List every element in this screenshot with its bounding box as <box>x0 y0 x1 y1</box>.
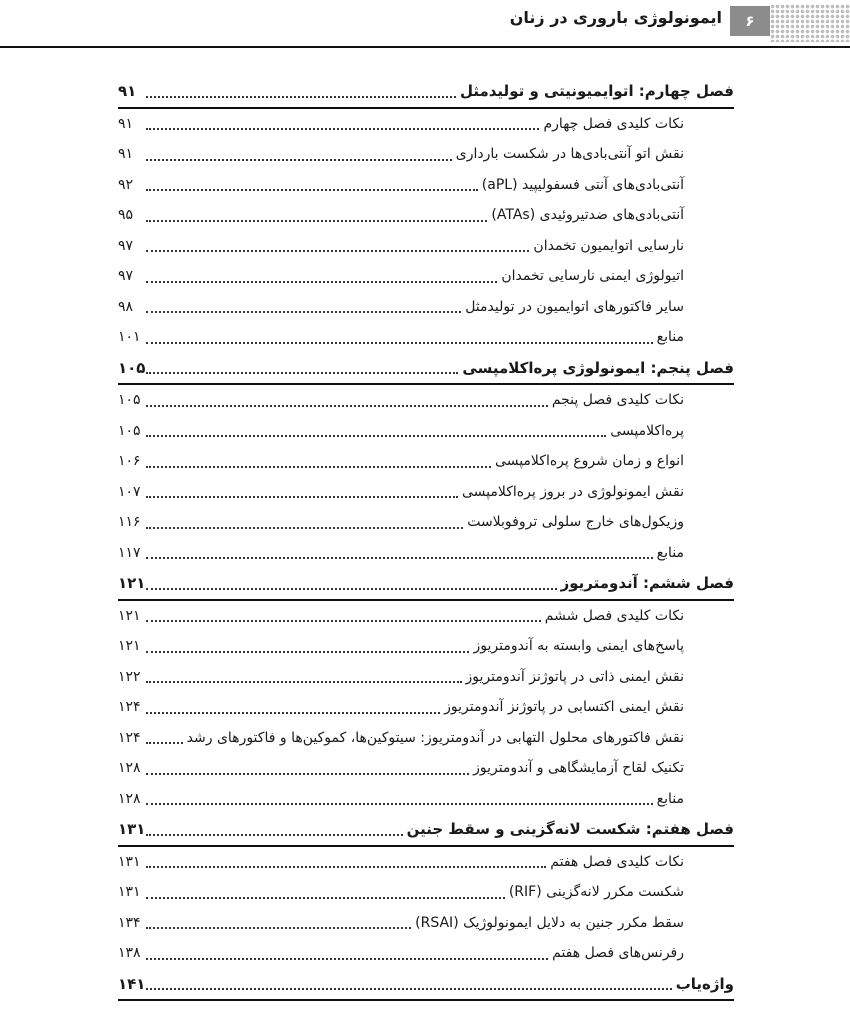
entry-title: منابع <box>656 790 684 807</box>
entry-title: انواع و زمان شروع پره‌اکلامپسی <box>495 453 684 469</box>
dot-leader <box>146 311 461 313</box>
toc-entry-row <box>118 322 734 353</box>
page-ref: ۱۲۱ <box>118 607 141 624</box>
dot-leader <box>146 620 541 622</box>
entry-title: نکات کلیدی فصل چهارم <box>543 115 684 132</box>
dot-leader <box>146 281 497 283</box>
toc-entry-row <box>118 446 734 477</box>
toc-entry-row <box>118 231 734 262</box>
toc-entry-row <box>118 723 734 754</box>
table-of-contents <box>118 76 734 1001</box>
toc-entry-row <box>118 139 734 170</box>
entry-title: منابع <box>656 329 684 345</box>
dot-leader <box>146 250 529 252</box>
toc-chapter-row <box>118 76 734 109</box>
page-ref: ۹۷ <box>118 268 134 284</box>
toc-entry-row <box>118 601 734 632</box>
chapter-title: فصل پنجم: ایمونولوژی پره‌اکلامپسی <box>462 358 734 377</box>
page-ref: ۱۰۵ <box>118 422 141 439</box>
toc-entry-row <box>118 784 734 815</box>
page-ref: ۱۲۱ <box>118 638 141 654</box>
dot-pattern-decoration <box>770 4 850 42</box>
dot-leader <box>146 128 539 130</box>
entry-title: سایر فاکتورهای اتوایمیون در تولیدمثل <box>465 298 684 315</box>
dot-leader <box>146 958 548 960</box>
page-ref: ۹۷ <box>118 237 134 254</box>
page-ref: ۱۳۱ <box>118 884 141 900</box>
toc-entry-row <box>118 385 734 416</box>
toc-entry-row <box>118 631 734 662</box>
dot-leader <box>146 897 505 899</box>
dot-leader <box>146 405 548 407</box>
entry-title: نقش ایمونولوژی در بروز پره‌اکلامپسی <box>462 483 684 500</box>
dot-leader <box>146 927 411 929</box>
page-ref: ۱۴۱ <box>118 974 146 993</box>
page-ref: ۱۳۸ <box>118 945 141 961</box>
dot-leader <box>146 681 462 683</box>
dot-leader <box>146 159 452 161</box>
entry-title: نقش فاکتورهای محلول التهابی در آندومتریوز: سیتوکین‌ها، کموکین‌ها و فاکتورهای رشد <box>186 729 684 746</box>
toc-entry-row <box>118 292 734 323</box>
page-ref: ۱۲۱ <box>118 574 146 592</box>
entry-title: نکات کلیدی فصل هفتم <box>550 853 684 870</box>
page-ref: ۱۱۷ <box>118 544 141 561</box>
dot-leader <box>146 496 458 498</box>
toc-entry-row <box>118 507 734 538</box>
dot-leader <box>146 773 469 775</box>
entry-title: نقش ایمنی ذاتی در پاتوژنز آندومتریوز <box>465 668 684 685</box>
toc-entry-row <box>118 662 734 693</box>
entry-title: آنتی‌بادی‌های ضدتیروئیدی (ATAs) <box>491 207 684 223</box>
dot-leader <box>146 220 487 222</box>
entry-title: شکست مکرر لانه‌گزینی (RIF) <box>508 884 684 900</box>
entry-title: نارسایی اتوایمیون تخمدان <box>533 237 684 254</box>
toc-entry-row <box>118 538 734 569</box>
entry-title: آنتی‌بادی‌های آنتی فسفولیپید (aPL) <box>481 176 684 193</box>
page-ref: ۱۲۴ <box>118 729 141 746</box>
dot-leader <box>146 557 653 559</box>
page-ref: ۱۰۱ <box>118 329 141 345</box>
header-rule <box>0 46 850 48</box>
page-ref: ۹۲ <box>118 176 134 193</box>
dot-leader <box>146 651 469 653</box>
dot-leader <box>146 866 546 868</box>
entry-title: سقط مکرر جنین به دلایل ایمونولوژیک (RSAI) <box>415 914 684 931</box>
entry-title: نقش ایمنی اکتسابی در پاتوژنز آندومتریوز <box>444 699 684 715</box>
chapter-title: فصل هفتم: شکست لانه‌گزینی و سقط جنین <box>406 820 734 838</box>
toc-entry-row <box>118 477 734 508</box>
toc-chapter-row <box>118 969 734 1002</box>
toc-entry-row <box>118 753 734 784</box>
page-ref: ۱۲۸ <box>118 790 141 807</box>
entry-title: منابع <box>656 544 684 561</box>
page-ref: ۱۰۷ <box>118 483 141 500</box>
toc-entry-row <box>118 847 734 878</box>
entry-title: نکات کلیدی فصل ششم <box>544 607 684 624</box>
page-ref: ۱۲۸ <box>118 760 141 776</box>
dot-leader <box>146 742 183 744</box>
dot-leader <box>146 466 491 468</box>
entry-title: پاسخ‌های ایمنی وابسته به آندومتریوز <box>473 638 684 654</box>
page-ref: ۹۱ <box>118 82 137 100</box>
page-ref: ۹۸ <box>118 298 134 315</box>
chapter-title: فصل چهارم: اتوایمیونیتی و تولیدمثل <box>459 82 734 100</box>
page-ref: ۱۲۲ <box>118 668 141 685</box>
toc-entry-row <box>118 938 734 969</box>
page-ref: ۱۳۱ <box>118 853 141 870</box>
dot-leader <box>146 96 456 98</box>
dot-leader <box>146 189 478 191</box>
toc-entry-row <box>118 170 734 201</box>
toc-entry-row <box>118 200 734 231</box>
entry-title: نکات کلیدی فصل پنجم <box>551 392 684 408</box>
page-ref: ۹۵ <box>118 207 134 223</box>
dot-leader <box>146 372 458 374</box>
dot-leader <box>146 588 557 590</box>
entry-title: رفرنس‌های فصل هفتم <box>552 945 684 961</box>
page-ref: ۱۰۵ <box>118 358 146 377</box>
page-ref: ۱۳۴ <box>118 914 141 931</box>
toc-entry-row <box>118 261 734 292</box>
page-ref: ۹۱ <box>118 115 134 132</box>
dot-leader <box>146 435 606 437</box>
entry-title: اتیولوژی ایمنی نارسایی تخمدان <box>501 268 684 284</box>
dot-leader <box>146 834 403 836</box>
entry-title: پره‌اکلامپسی <box>610 422 684 439</box>
chapter-title: فصل ششم: آندومتریوز <box>560 574 734 592</box>
toc-chapter-row <box>118 568 734 601</box>
entry-title: وزیکول‌های خارج سلولی تروفوبلاست <box>467 514 684 530</box>
page-ref: ۱۰۵ <box>118 392 141 408</box>
dot-leader <box>146 803 653 805</box>
page-ref: ۱۰۶ <box>118 453 141 469</box>
toc-entry-row <box>118 692 734 723</box>
page-ref: ۹۱ <box>118 146 134 162</box>
toc-entry-row <box>118 908 734 939</box>
dot-leader <box>146 712 440 714</box>
dot-leader <box>146 988 672 990</box>
page-number: ۶ <box>730 6 770 36</box>
page-header <box>0 0 850 48</box>
chapter-title: واژه‌یاب <box>675 974 734 993</box>
toc-entry-row <box>118 877 734 908</box>
page-ref: ۱۱۶ <box>118 514 141 530</box>
entry-title: نقش اتو آنتی‌بادی‌ها در شکست بارداری <box>455 146 684 162</box>
toc-entry-row <box>118 109 734 140</box>
page-ref: ۱۳۱ <box>118 820 146 838</box>
dot-leader <box>146 527 463 529</box>
running-title: ایمونولوژی باروری در زنان <box>509 8 722 27</box>
toc-chapter-row <box>118 353 734 386</box>
entry-title: تکنیک لقاح آزمایشگاهی و آندومتریوز <box>473 760 684 776</box>
page-ref: ۱۲۴ <box>118 699 141 715</box>
toc-entry-row <box>118 416 734 447</box>
toc-chapter-row <box>118 814 734 847</box>
dot-leader <box>146 342 653 344</box>
